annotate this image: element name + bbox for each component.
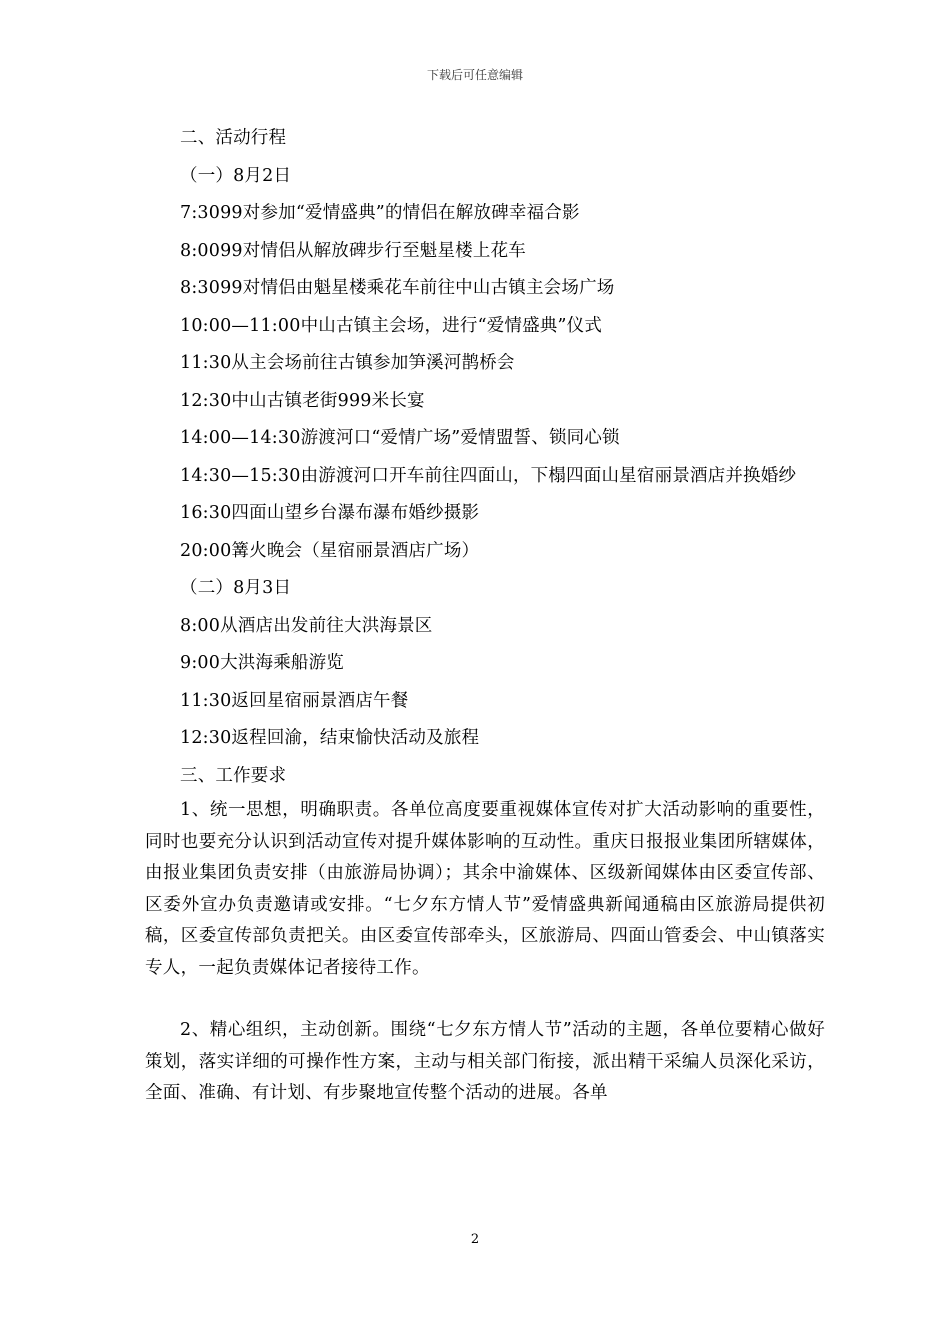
schedule-item: 10:00—11:00中山古镇主会场，进行“爱情盛典”仪式 [180,315,603,336]
schedule-item: 8:00从酒店出发前往大洪海景区 [180,615,433,636]
schedule-item: 14:00—14:30游渡河口“爱情广场”爱情盟誓、锁同心锁 [180,428,620,448]
schedule-item: 12:30中山古镇老街999米长宴 [180,390,425,411]
schedule-item: 16:30四面山望乡台瀑布瀑布婚纱摄影 [180,503,480,523]
page-header: 下载后可任意编辑 [426,68,523,82]
section-heading: 三、工作要求 [180,765,287,786]
paragraph-gap [145,984,825,1015]
schedule-item: 11:30从主会场前往古镇参加笋溪河鹊桥会 [180,353,515,373]
requirement-paragraph: 2、精心组织，主动创新。围绕“七夕东方情人节”活动的主题，各单位要精心做好策划，落实详细的可操作性方案，主动与相关部门衔接，派出精干采编人员深化采访，全面、准确、有计划、有步聚地宣传整个活动的进展。各单 [145,1020,825,1103]
schedule-item: 20:00篝火晚会（星宿丽景酒店广场） [180,540,480,561]
schedule-item: 8:3099对情侣由魁星楼乘花车前往中山古镇主会场广场 [180,278,615,298]
day-heading: （一）8月2日 [180,165,292,186]
page-number: 2 [470,1232,480,1247]
schedule-item: 14:30—15:30由游渡河口开车前往四面山，下榻四面山星宿丽景酒店并换婚纱 [180,465,797,486]
day-heading: （二）8月3日 [180,578,292,598]
requirement-paragraph: 1、统一思想，明确职责。各单位高度要重视媒体宣传对扩大活动影响的重要性，同时也要充分认识到活动宣传对提升媒体影响的互动性。重庆日报报业集团所辖媒体，由报业集团负责安排（由旅游局协调）；其余中渝媒体、区级新闻媒体由区委宣传部、区委外宣办负责邀请或安排。“七夕东方情人节”爱情盛典新闻通稿由区旅游局提供初稿，区委宣传部负责把关。由区委宣传部牵头，区旅游局、四面山管委会、中山镇落实专人，一起负责媒体记者接待工作。 [145,800,825,978]
schedule-item: 9:00大洪海乘船游览 [180,653,344,673]
schedule-item: 11:30返回星宿丽景酒店午餐 [180,690,409,711]
document-body [145,120,825,1110]
schedule-item: 8:0099对情侣从解放碑步行至魁星楼上花车 [180,240,526,261]
schedule-item: 7:3099对参加“爱情盛典”的情侣在解放碑幸福合影 [180,203,580,223]
schedule-item: 12:30返程回渝，结束愉快活动及旅程 [180,728,480,748]
section-heading: 二、活动行程 [180,128,287,148]
